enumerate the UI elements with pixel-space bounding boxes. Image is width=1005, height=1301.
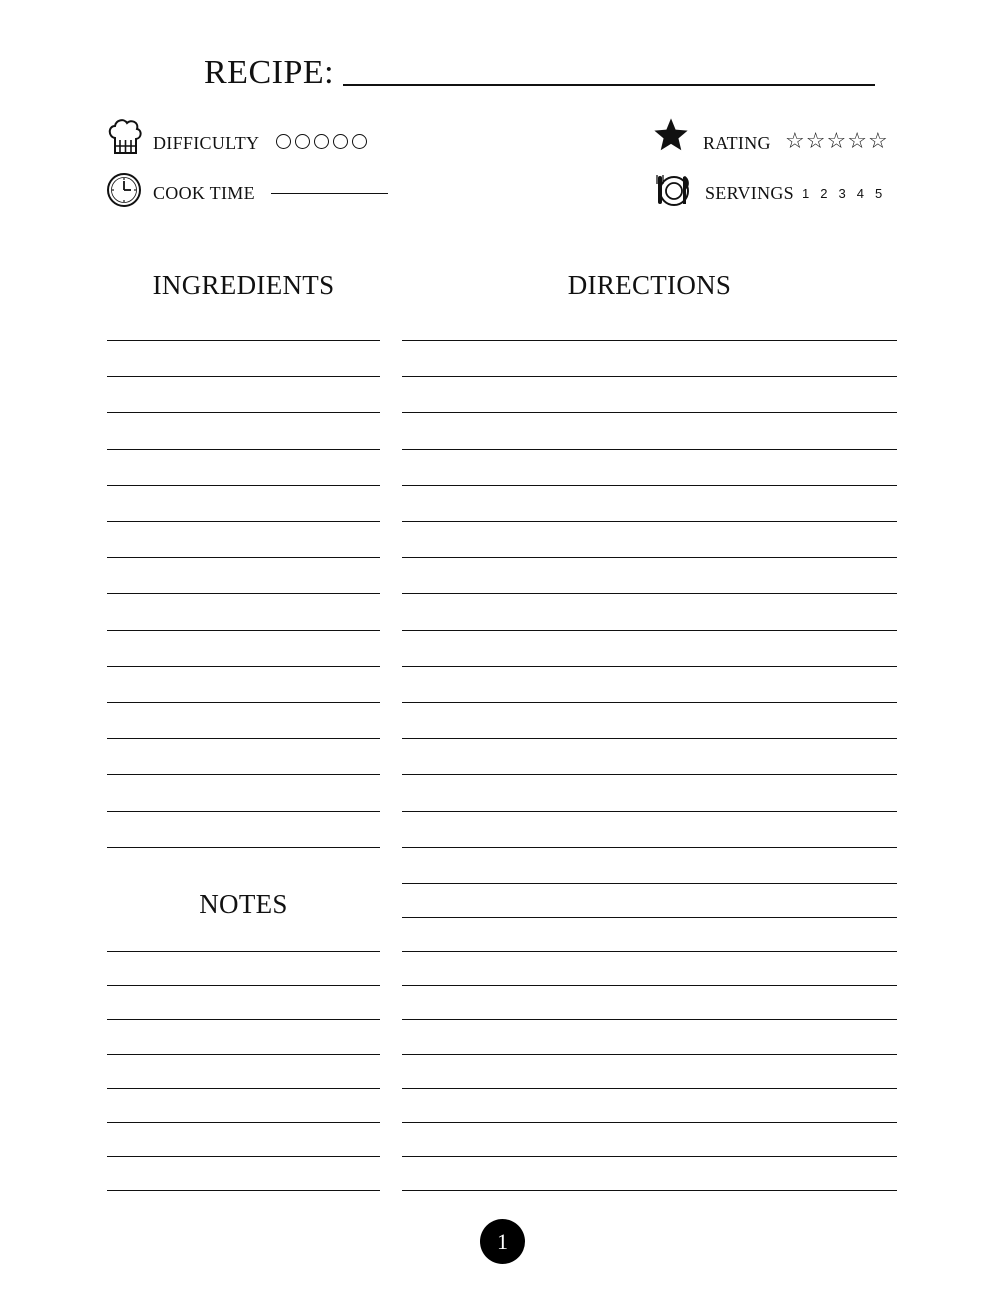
rating-star-4[interactable]: ☆: [847, 129, 867, 154]
cook-time-label: COOK TIME: [153, 183, 255, 203]
page-number: 1: [480, 1219, 525, 1264]
ingredient-line[interactable]: [107, 485, 380, 486]
servings-option-4[interactable]: 4: [856, 186, 864, 201]
difficulty-circle-2[interactable]: [295, 134, 310, 149]
direction-line[interactable]: [402, 917, 897, 918]
recipe-label: RECIPE:: [204, 54, 335, 91]
direction-line[interactable]: [402, 376, 897, 377]
direction-line[interactable]: [402, 630, 897, 631]
note-line[interactable]: [107, 1054, 380, 1055]
rating-stars: [785, 131, 888, 153]
direction-line[interactable]: [402, 738, 897, 739]
ingredient-line[interactable]: [107, 376, 380, 377]
ingredient-line[interactable]: [107, 702, 380, 703]
rating-label: RATING: [703, 133, 771, 153]
direction-line[interactable]: [402, 1019, 897, 1020]
direction-line[interactable]: [402, 485, 897, 486]
rating-star-1[interactable]: ☆: [785, 129, 805, 154]
note-line[interactable]: [107, 1122, 380, 1123]
direction-line[interactable]: [402, 774, 897, 775]
rating-star-5[interactable]: ☆: [867, 129, 888, 154]
ingredient-line[interactable]: [107, 521, 380, 522]
direction-line[interactable]: [402, 449, 897, 450]
rating-star-2[interactable]: ☆: [805, 129, 826, 154]
note-line[interactable]: [107, 985, 380, 986]
direction-line[interactable]: [402, 412, 897, 413]
note-line[interactable]: [107, 1019, 380, 1020]
note-line[interactable]: [107, 951, 380, 952]
direction-line[interactable]: [402, 593, 897, 594]
ingredient-line[interactable]: [107, 847, 380, 848]
ingredient-line[interactable]: [107, 557, 380, 558]
servings-option-2[interactable]: 2: [820, 186, 828, 201]
direction-line[interactable]: [402, 847, 897, 848]
direction-line[interactable]: [402, 702, 897, 703]
direction-line[interactable]: [402, 883, 897, 884]
cook-time-line[interactable]: [271, 193, 388, 194]
difficulty-label: DIFFICULTY: [153, 133, 260, 153]
servings-option-3[interactable]: 3: [838, 186, 846, 201]
servings-option-1[interactable]: 1: [802, 186, 810, 201]
ingredient-line[interactable]: [107, 449, 380, 450]
direction-line[interactable]: [402, 1054, 897, 1055]
direction-line[interactable]: [402, 1190, 897, 1191]
ingredient-line[interactable]: [107, 340, 380, 341]
direction-line[interactable]: [402, 1088, 897, 1089]
difficulty-selector: [276, 134, 367, 149]
direction-line[interactable]: [402, 1156, 897, 1157]
ingredient-line[interactable]: [107, 774, 380, 775]
recipe-name-line[interactable]: [343, 84, 875, 86]
servings-option-5[interactable]: 5: [874, 186, 883, 201]
directions-title: DIRECTIONS: [567, 270, 732, 300]
direction-line[interactable]: [402, 666, 897, 667]
rating-star-3[interactable]: ☆: [826, 129, 847, 154]
difficulty-circle-5[interactable]: [352, 134, 367, 149]
notes-title: NOTES: [199, 889, 288, 919]
ingredient-line[interactable]: [107, 738, 380, 739]
difficulty-circle-3[interactable]: [314, 134, 329, 149]
ingredient-line[interactable]: [107, 593, 380, 594]
ingredients-title: INGREDIENTS: [152, 270, 335, 300]
ingredient-line[interactable]: [107, 412, 380, 413]
direction-line[interactable]: [402, 1122, 897, 1123]
direction-line[interactable]: [402, 811, 897, 812]
ingredient-line[interactable]: [107, 666, 380, 667]
chef-hat-icon: [106, 118, 144, 156]
servings-options: [802, 186, 882, 201]
plate-cutlery-icon: [653, 172, 691, 208]
clock-icon: [106, 172, 142, 208]
note-line[interactable]: [107, 1156, 380, 1157]
direction-line[interactable]: [402, 340, 897, 341]
ingredient-line[interactable]: [107, 811, 380, 812]
star-icon: [652, 116, 690, 154]
difficulty-circle-1[interactable]: [276, 134, 291, 149]
direction-line[interactable]: [402, 985, 897, 986]
note-line[interactable]: [107, 1088, 380, 1089]
direction-line[interactable]: [402, 557, 897, 558]
direction-line[interactable]: [402, 951, 897, 952]
note-line[interactable]: [107, 1190, 380, 1191]
ingredient-line[interactable]: [107, 630, 380, 631]
direction-line[interactable]: [402, 521, 897, 522]
servings-label: SERVINGS: [705, 183, 794, 203]
difficulty-circle-4[interactable]: [333, 134, 348, 149]
